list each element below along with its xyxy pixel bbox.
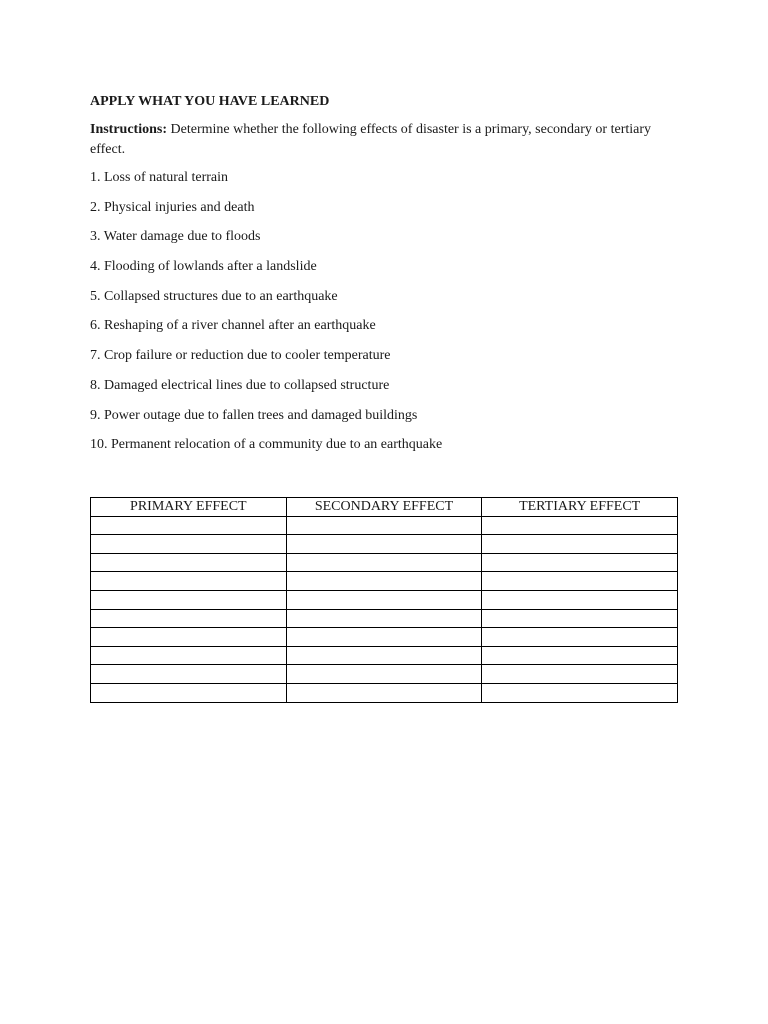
cell-primary[interactable] bbox=[91, 553, 287, 572]
table-row bbox=[91, 553, 678, 572]
cell-secondary[interactable] bbox=[286, 665, 482, 684]
cell-primary[interactable] bbox=[91, 516, 287, 535]
instructions-text: Determine whether the following effects of disaster is a primary, secondary or tertiary effect. bbox=[90, 122, 652, 157]
list-item: 9. Power outage due to fallen trees and damaged buildings bbox=[90, 407, 418, 423]
list-item: 5. Collapsed structures due to an earthquake bbox=[90, 288, 338, 304]
table-row bbox=[91, 628, 678, 647]
column-header-secondary: SECONDARY EFFECT bbox=[286, 498, 482, 517]
instructions-lead: Instructions: bbox=[90, 122, 168, 137]
cell-tertiary[interactable] bbox=[482, 609, 678, 628]
cell-tertiary[interactable] bbox=[482, 572, 678, 591]
table-row bbox=[91, 572, 678, 591]
cell-secondary[interactable] bbox=[286, 683, 482, 702]
cell-secondary[interactable] bbox=[286, 609, 482, 628]
list-item: 4. Flooding of lowlands after a landslide bbox=[90, 259, 317, 275]
cell-tertiary[interactable] bbox=[482, 665, 678, 684]
column-header-tertiary: TERTIARY EFFECT bbox=[482, 498, 678, 517]
cell-primary[interactable] bbox=[91, 572, 287, 591]
cell-tertiary[interactable] bbox=[482, 683, 678, 702]
effects-table bbox=[90, 497, 678, 703]
cell-secondary[interactable] bbox=[286, 516, 482, 535]
cell-secondary[interactable] bbox=[286, 628, 482, 647]
table-body bbox=[91, 516, 678, 702]
table-row bbox=[91, 609, 678, 628]
list-item: 7. Crop failure or reduction due to cooler temperature bbox=[90, 348, 391, 364]
cell-tertiary[interactable] bbox=[482, 628, 678, 647]
list-item: 1. Loss of natural terrain bbox=[90, 170, 229, 185]
cell-secondary[interactable] bbox=[286, 590, 482, 609]
cell-primary[interactable] bbox=[91, 535, 287, 554]
table-row bbox=[91, 683, 678, 702]
cell-primary[interactable] bbox=[91, 628, 287, 647]
cell-primary[interactable] bbox=[91, 683, 287, 702]
table-row bbox=[91, 665, 678, 684]
table-row bbox=[91, 646, 678, 665]
list-item: 6. Reshaping of a river channel after an earthquake bbox=[90, 318, 376, 334]
cell-secondary[interactable] bbox=[286, 646, 482, 665]
cell-primary[interactable] bbox=[91, 665, 287, 684]
worksheet-heading: APPLY WHAT YOU HAVE LEARNED bbox=[90, 94, 330, 109]
cell-secondary[interactable] bbox=[286, 572, 482, 591]
table-row bbox=[91, 590, 678, 609]
cell-tertiary[interactable] bbox=[482, 646, 678, 665]
column-header-primary: PRIMARY EFFECT bbox=[91, 498, 287, 517]
table-row bbox=[91, 516, 678, 535]
cell-secondary[interactable] bbox=[286, 553, 482, 572]
cell-primary[interactable] bbox=[91, 590, 287, 609]
cell-primary[interactable] bbox=[91, 609, 287, 628]
cell-primary[interactable] bbox=[91, 646, 287, 665]
list-item: 2. Physical injuries and death bbox=[90, 199, 255, 215]
cell-secondary[interactable] bbox=[286, 535, 482, 554]
worksheet bbox=[90, 92, 680, 465]
cell-tertiary[interactable] bbox=[482, 516, 678, 535]
list-item: 3. Water damage due to floods bbox=[90, 229, 261, 245]
instructions bbox=[90, 120, 680, 160]
cell-tertiary[interactable] bbox=[482, 553, 678, 572]
list-item: 10. Permanent relocation of a community due to an earthquake bbox=[90, 437, 443, 453]
cell-tertiary[interactable] bbox=[482, 535, 678, 554]
table-header-row bbox=[91, 498, 678, 517]
table-row bbox=[91, 535, 678, 554]
effects-list bbox=[90, 168, 680, 455]
cell-tertiary[interactable] bbox=[482, 590, 678, 609]
list-item: 8. Damaged electrical lines due to collapsed structure bbox=[90, 377, 390, 393]
